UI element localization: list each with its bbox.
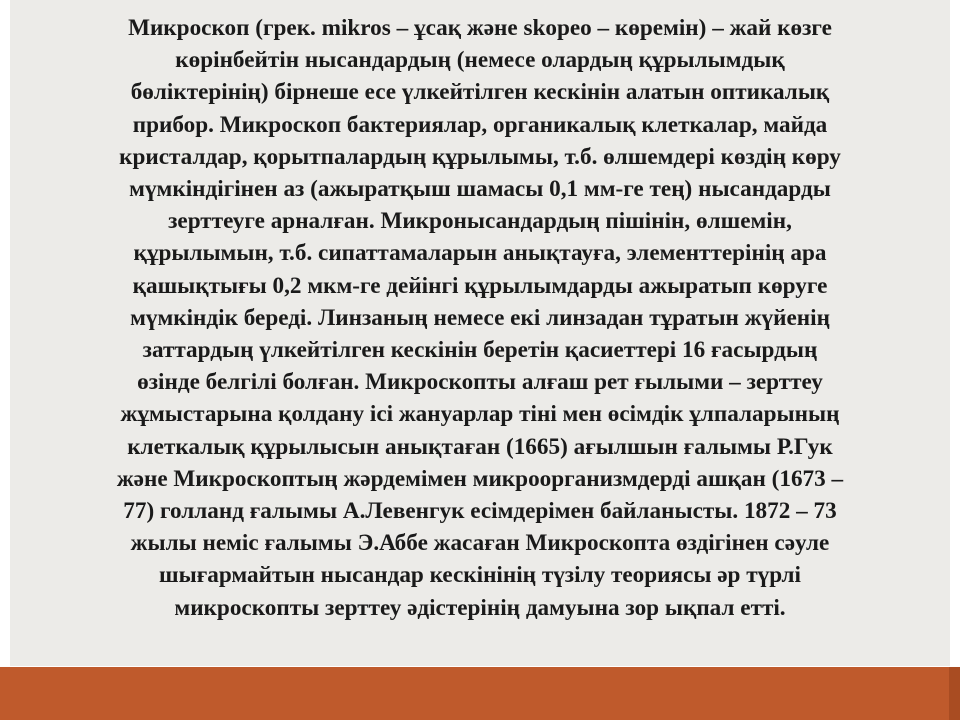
- text-line: заттардың үлкейтілген кескінін беретін қасиеттері 16 ғасырдың: [142, 337, 818, 364]
- text-line: прибор. Микроскоп бактериялар, органикалық клеткалар, майда: [132, 111, 828, 138]
- text-line: зерттеуге арналған. Микронысандардың пішінін, өлшемін,: [168, 208, 792, 235]
- body-text: [30, 12, 930, 624]
- text-line: мүмкіндік береді. Линзаның немесе екі линзадан тұратын жүйенің: [130, 304, 830, 331]
- footer-accent-edge: [949, 667, 960, 720]
- text-line: жұмыстарына қолдану ісі жануарлар тіні мен өсімдік ұлпаларының: [120, 401, 840, 428]
- footer-accent-bar: [0, 667, 960, 720]
- text-line: құрылымын, т.б. сипаттамаларын анықтауға, элементтерінің ара: [133, 240, 827, 267]
- text-line: қашықтығы 0,2 мкм-ге дейінгі құрылымдарды ажыратып көруге: [132, 272, 828, 299]
- text-line: клеткалық құрылысын анықтаған (1665) ағылшын ғалымы Р.Гук: [127, 433, 833, 460]
- text-line: Микроскоп (грек. mikros – ұсақ және skopeo – көремін) – жай көзге: [128, 15, 832, 41]
- text-line: бөліктерінің) бірнеше есе үлкейтілген кескінін алатын оптикалық: [130, 79, 830, 106]
- text-line: жылы неміс ғалымы Э.Аббе жасаған Микроскопта өздігінен сәуле: [130, 530, 830, 557]
- text-line: көрінбейтін нысандардың (немесе олардың құрылымдық: [175, 47, 785, 74]
- text-line: өзінде белгілі болған. Микроскопты алғаш рет ғылыми – зерттеу: [137, 369, 823, 396]
- text-line: микроскопты зерттеу әдістерінің дамуына зор ықпал етті.: [174, 594, 786, 621]
- text-line: және Микроскоптың жәрдемімен микроорганизмдерді ашқан (1673 –: [116, 465, 844, 492]
- text-line: 77) голланд ғалымы А.Левенгук есімдерімен байланысты. 1872 – 73: [123, 498, 837, 525]
- text-panel: [10, 0, 950, 666]
- text-line: шығармайтын нысандар кескінінің түзілу теориясы әр түрлі: [159, 562, 801, 589]
- text-line: мүмкіндігінен аз (ажыратқыш шамасы 0,1 мм-ге тең) нысандарды: [129, 176, 831, 203]
- text-line: кристалдар, қорытпалардың құрылымы, т.б. өлшемдері көздің көру: [119, 143, 841, 170]
